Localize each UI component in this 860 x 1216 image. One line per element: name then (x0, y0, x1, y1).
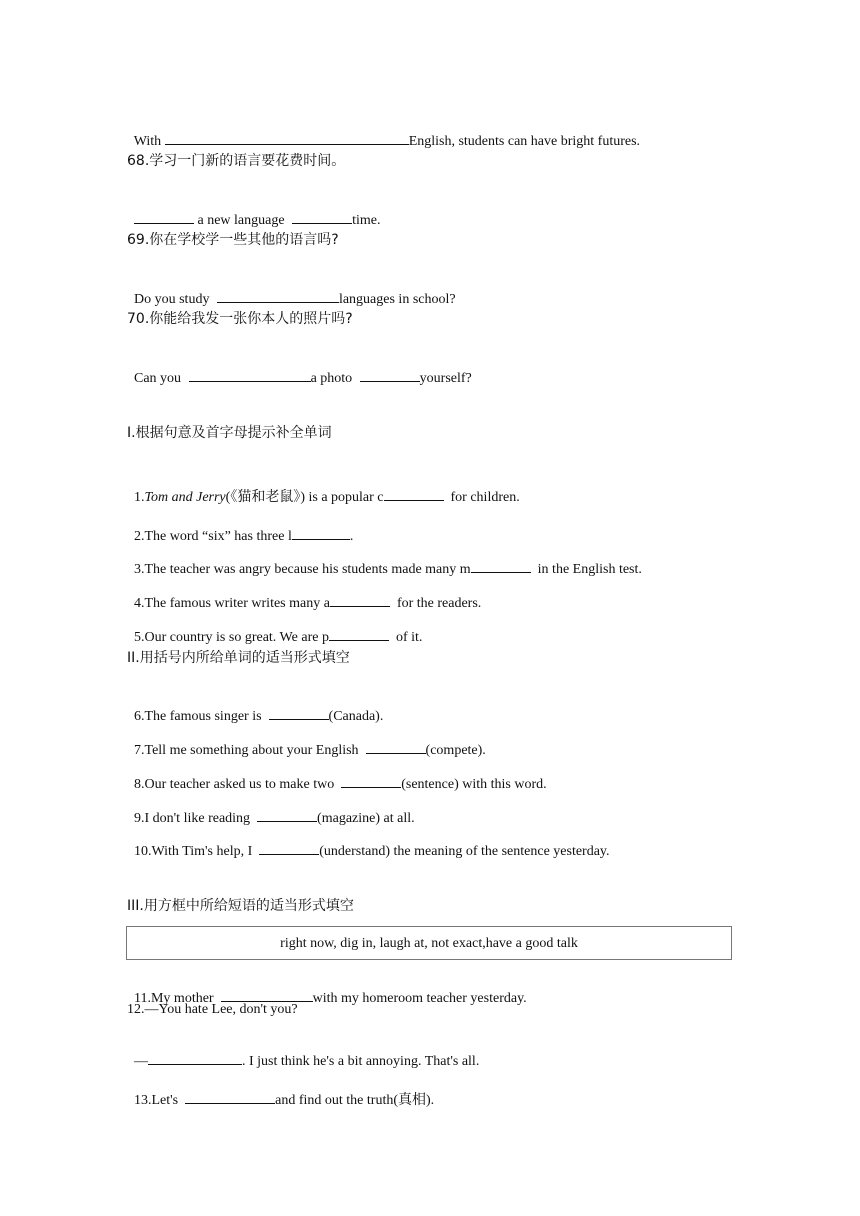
answer-blank[interactable] (292, 526, 350, 540)
section-1-item-3: 3.The teacher was angry because his students made many m in the English test. (127, 541, 642, 579)
section-3-item-12: 12.—You hate Lee, don't you? (127, 1002, 298, 1017)
question-68-prompt: 68.学习一门新的语言要花费时间。 (127, 153, 346, 169)
answer-blank[interactable] (341, 774, 401, 788)
question-69-answer: Do you study languages in school? (127, 271, 456, 309)
question-70-answer: Can you a photo yourself? (127, 350, 472, 388)
answer-blank[interactable] (366, 740, 426, 754)
section-2-item-10: 10.With Tim's help, I (understand) the meaning of the sentence yesterday. (127, 823, 610, 861)
sentence-with: With English, students can have bright futures. (127, 113, 640, 151)
answer-blank[interactable] (189, 368, 311, 382)
answer-blank[interactable] (257, 808, 317, 822)
answer-blank[interactable] (259, 841, 319, 855)
section-2-item-9: 9.I don't like reading (magazine) at all. (127, 790, 415, 828)
answer-blank[interactable] (471, 559, 531, 573)
answer-blank[interactable] (330, 593, 390, 607)
answer-blank[interactable] (217, 289, 339, 303)
section-3-item-11: 11.My mother with my homeroom teacher yesterday. (127, 970, 527, 1008)
section-1-title: Ⅰ.根据句意及首字母提示补全单词 (127, 425, 332, 441)
answer-blank[interactable] (134, 210, 194, 224)
answer-blank[interactable] (148, 1051, 242, 1065)
section-2-item-6: 6.The famous singer is (Canada). (127, 688, 383, 726)
section-1-item-2: 2.The word “six” has three l . (127, 508, 353, 546)
section-1-item-4: 4.The famous writer writes many a for the readers. (127, 575, 481, 613)
answer-blank[interactable] (360, 368, 420, 382)
section-3-item-12-reply: — . I just think he's a bit annoying. That's all. (127, 1033, 479, 1071)
section-2-item-8: 8.Our teacher asked us to make two (sentence) with this word. (127, 756, 547, 794)
section-1-item-5: 5.Our country is so great. We are p of it. (127, 609, 422, 647)
answer-blank[interactable] (384, 487, 444, 501)
question-68-answer: a new language time. (127, 192, 380, 230)
section-2-item-7: 7.Tell me something about your English (compete). (127, 722, 486, 760)
answer-blank[interactable] (221, 988, 313, 1002)
section-3-item-13: 13.Let's and find out the truth(真相). (127, 1072, 434, 1110)
phrase-box: right now, dig in, laugh at, not exact,have a good talk (126, 926, 732, 960)
answer-blank[interactable] (185, 1090, 275, 1104)
question-69-prompt: 69.你在学校学一些其他的语言吗? (127, 232, 339, 248)
section-2-title: II.用括号内所给单词的适当形式填空 (127, 650, 350, 666)
section-1-item-1: 1.Tom and Jerry(《猫和老鼠》) is a popular c for children. (127, 469, 520, 507)
question-70-prompt: 70.你能给我发一张你本人的照片吗? (127, 311, 353, 327)
answer-blank[interactable] (269, 706, 329, 720)
section-3-title: III.用方框中所给短语的适当形式填空 (127, 898, 354, 914)
answer-blank[interactable] (292, 210, 352, 224)
answer-blank[interactable] (165, 131, 409, 145)
answer-blank[interactable] (329, 627, 389, 641)
